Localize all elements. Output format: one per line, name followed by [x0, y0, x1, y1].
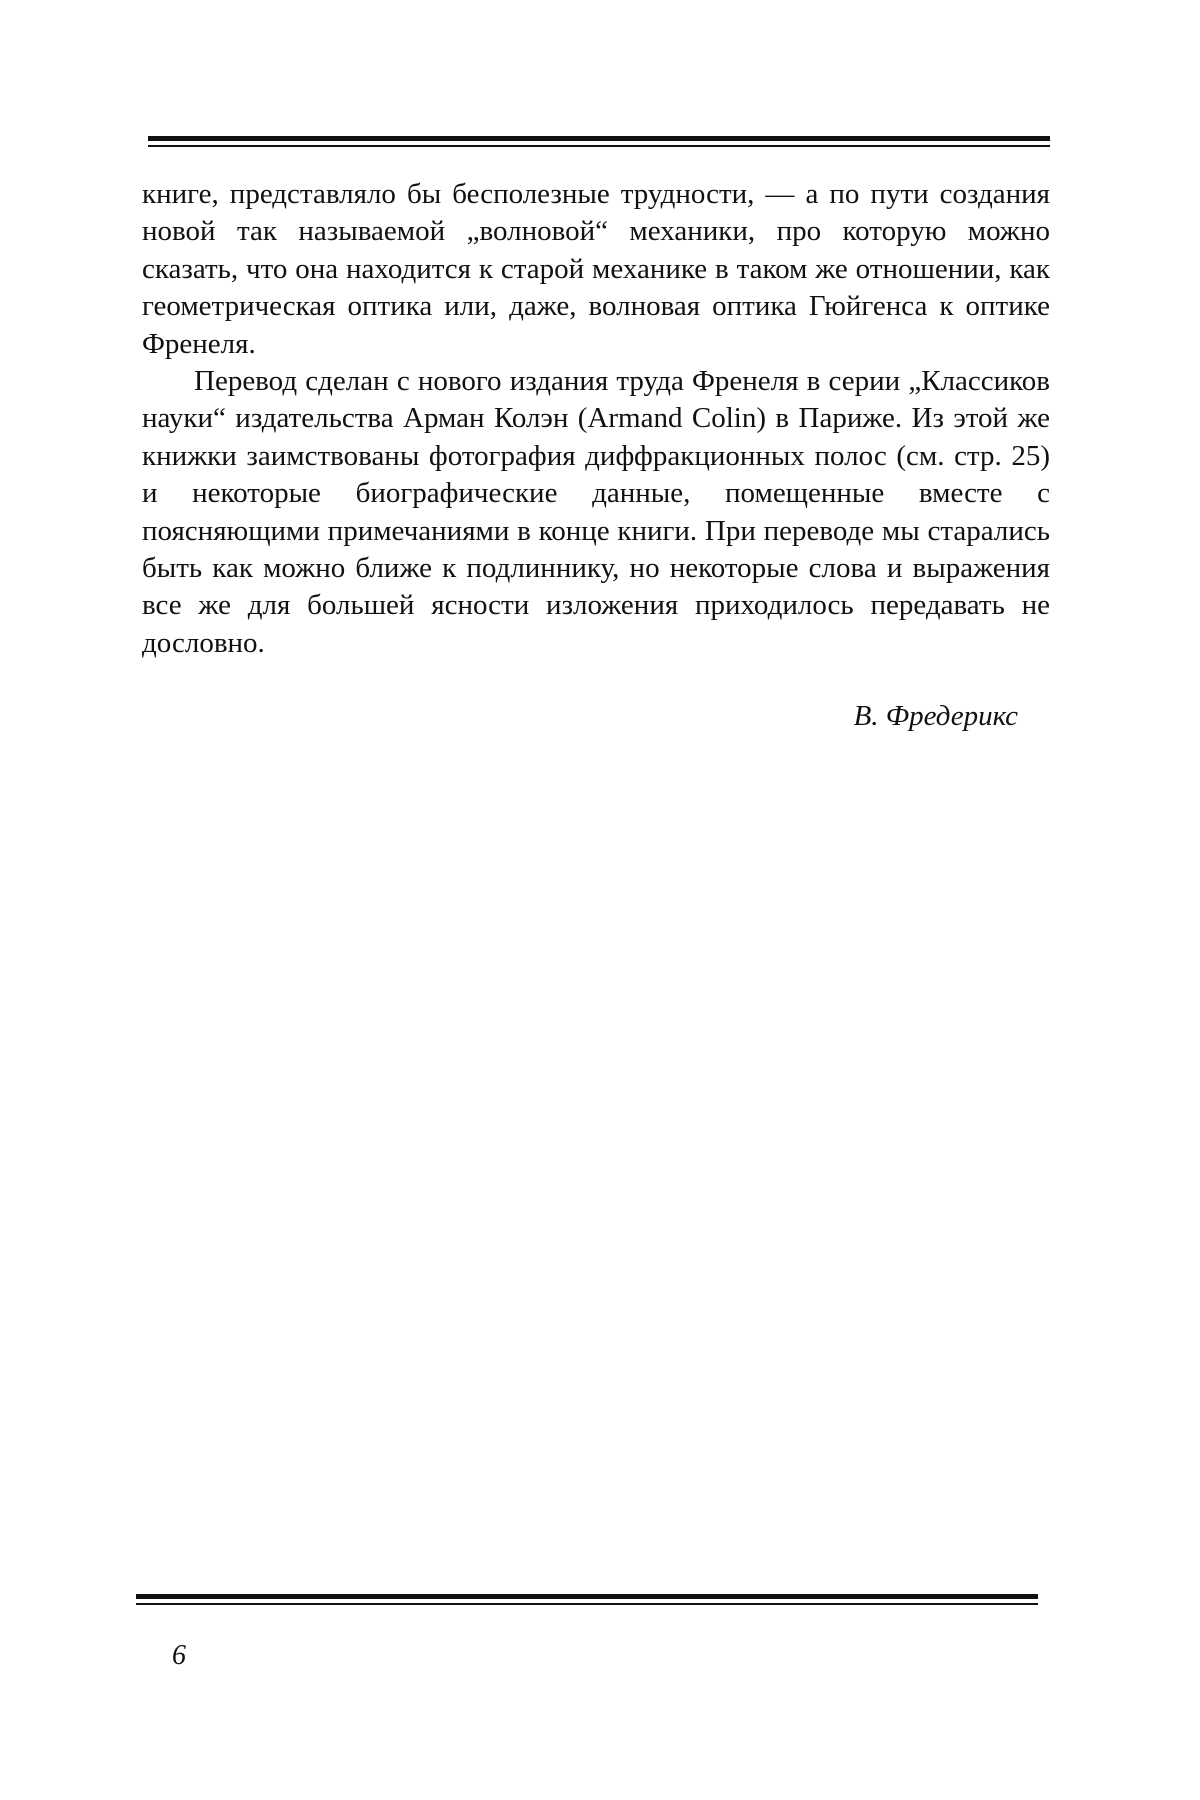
paragraph-translation-note: Перевод сделан с нового издания труда Френеля в серии „Классиков науки“ издательства Арман Колэн (Armand Colin) в Париже. Из этой же книжки заимствованы фотография диффракционных полос (см. стр. 25) и некоторые биографические данные, помещенные вместе с поясняющими примечаниями в конце книги. При переводе мы старались быть как можно ближе к подлиннику, но некоторые слова и выражения все же для большей ясности изложения приходилось передавать не дословно. [142, 365, 1050, 659]
paragraph-continuation: книге, представляло бы бесполезные трудности, — а по пути создания новой так называемой „волновой“ механики, про которую можно сказать, что она находится к старой механике в таком же отношении, как геометрическая оптика или, даже, волновая оптика Гюйгенса к оптике Френеля. [142, 178, 1050, 360]
body-text [142, 176, 1050, 662]
footer-rule [136, 1594, 1038, 1605]
header-rule [148, 136, 1050, 147]
signature: В. Фредерикс [853, 700, 1018, 732]
page-number: 6 [172, 1640, 186, 1671]
